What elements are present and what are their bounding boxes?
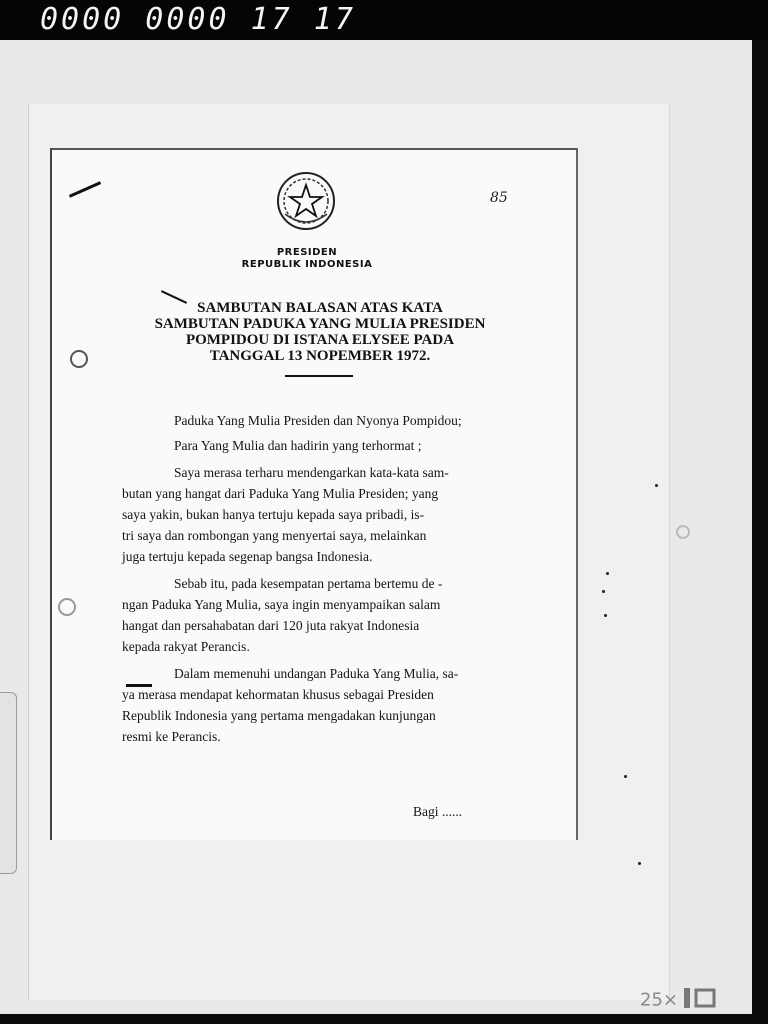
title-line: TANGGAL 13 NOPEMBER 1972. (209, 348, 431, 364)
continuation-catchword: Bagi ...... (413, 804, 463, 819)
letterhead-line-1: PRESIDEN (276, 247, 338, 258)
paragraph-2 (122, 573, 522, 657)
punch-hole (70, 350, 88, 368)
paragraph-line: juga tertuju kepada segenap bangsa Indonesia. (122, 549, 373, 564)
paragraph-line: Saya merasa terharu mendengarkan kata-kata sam- (174, 465, 449, 480)
paragraph-line: ngan Paduka Yang Mulia, saya ingin menyampaikan salam (122, 597, 441, 612)
speech-title (150, 300, 490, 364)
paragraph-line: Republik Indonesia yang pertama mengadakan kunjungan (122, 708, 436, 723)
handwritten-page-mark: 85 (490, 190, 508, 206)
film-edge-bottom (0, 1014, 768, 1024)
title-line: POMPIDOU DI ISTANA ELYSEE PADA (185, 332, 455, 348)
paragraph-line: tri saya dan rombongan yang menyertai saya, melainkan (122, 528, 427, 543)
speck (655, 484, 658, 487)
paragraph-1 (122, 462, 522, 567)
microfilm-reduction-mark (640, 988, 718, 1013)
paragraph-line: resmi ke Perancis. (122, 729, 221, 744)
margin-dash-mark (126, 684, 152, 687)
paragraph-line: saya yakin, bukan hanya tertuju kepada saya pribadi, is- (122, 507, 425, 522)
speck (602, 590, 605, 593)
paragraph-line: ya merasa mendapat kehormatan khusus sebagai Presiden (122, 687, 434, 702)
paragraph-line: hangat dan persahabatan dari 120 juta rakyat Indonesia (122, 618, 420, 633)
paragraph-line: Sebab itu, pada kesempatan pertama bertemu de - (174, 576, 443, 591)
speck (638, 862, 641, 865)
letterhead-line-2: REPUBLIK INDONESIA (241, 259, 373, 270)
film-strip-header (0, 0, 768, 40)
salutation-line: Paduka Yang Mulia Presiden dan Nyonya Pompidou; (174, 413, 462, 428)
frame-number: 0000 0000 17 17 (40, 2, 356, 37)
title-line: SAMBUTAN BALASAN ATAS KATA (197, 300, 443, 316)
salutation-line: Para Yang Mulia dan hadirin yang terhormat ; (174, 438, 422, 453)
punch-hole (58, 598, 76, 616)
speech-body (122, 410, 522, 747)
paragraph-line: kepada rakyat Perancis. (122, 639, 250, 654)
paragraph-3 (122, 663, 522, 747)
binder-clip (0, 692, 17, 874)
speck (624, 775, 627, 778)
punch-hole (676, 525, 690, 539)
title-underline (285, 375, 353, 377)
reduction-bar-box-icon (684, 988, 718, 1013)
speck (604, 614, 607, 617)
letterhead (180, 247, 434, 271)
reduction-ratio: 25× (640, 989, 678, 1011)
speck (606, 572, 609, 575)
paragraph-line: butan yang hangat dari Paduka Yang Mulia Presiden; yang (122, 486, 439, 501)
title-line: SAMBUTAN PADUKA YANG MULIA PRESIDEN (154, 316, 486, 332)
film-edge-right (752, 40, 768, 1014)
presidential-seal-icon (275, 170, 337, 232)
paragraph-line: Dalam memenuhi undangan Paduka Yang Mulia, sa- (174, 666, 459, 681)
